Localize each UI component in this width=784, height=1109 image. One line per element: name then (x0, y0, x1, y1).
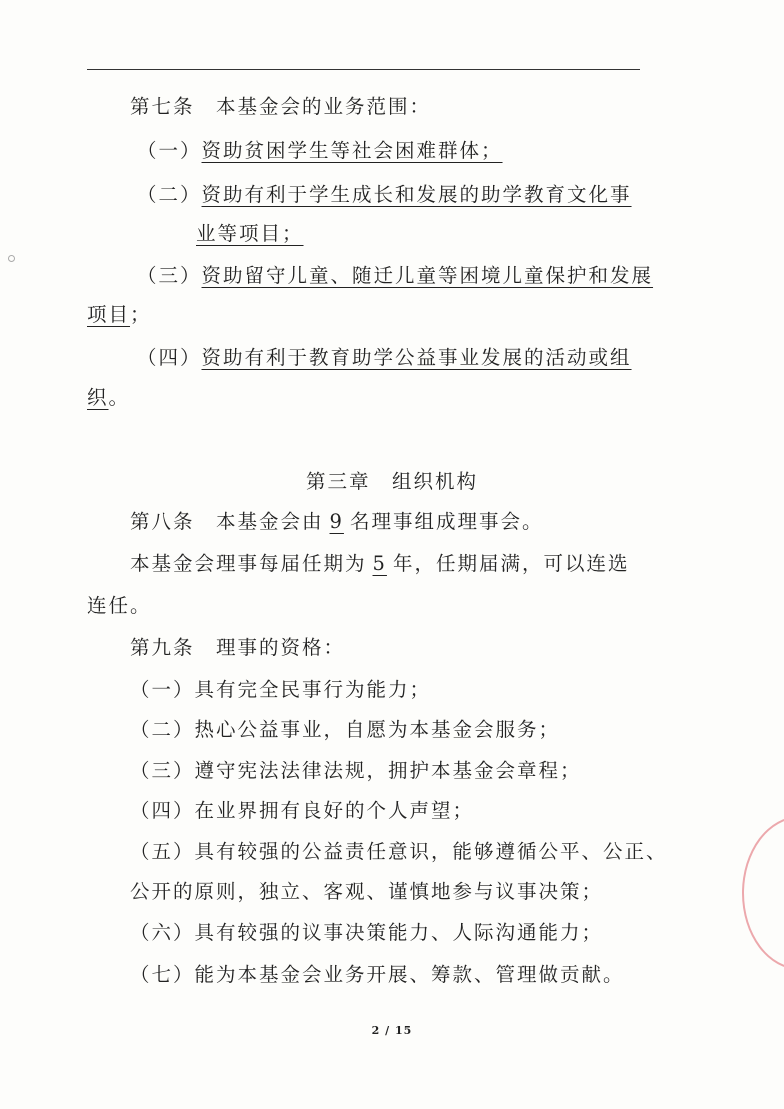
item-number: （一） (137, 139, 202, 162)
item-text: 资助贫困学生等社会困难群体； (201, 139, 503, 162)
article8-line-2 (130, 550, 629, 578)
article9-item-3: （三）遵守宪法法律法规，拥护本基金会章程； (130, 759, 582, 782)
item-text: 资助有利于教育助学公益事业发展的活动或组 (201, 346, 632, 369)
article9-item-1: （一）具有完全民事行为能力； (130, 678, 432, 701)
director-count: 9 (329, 510, 344, 533)
article7-item-3 (137, 262, 653, 290)
item-number: （四） (137, 346, 202, 369)
term-years: 5 (372, 552, 387, 575)
item-punct: ； (130, 303, 152, 326)
article8-line-1 (130, 508, 543, 536)
item-number: （三） (137, 264, 202, 287)
article7-item-3-cont (87, 301, 152, 329)
item-number: （二） (137, 183, 202, 206)
article9-heading: 第九条 理事的资格： (130, 636, 346, 659)
article9-item-4: （四）在业界拥有良好的个人声望； (130, 799, 475, 822)
article9-item-5: （五）具有较强的公益责任意识，能够遵循公平、公正、 (130, 840, 668, 863)
article8-line-3: 连任。 (87, 594, 152, 617)
article9-item-5-cont: 公开的原则，独立、客观、谨慎地参与议事决策； (130, 880, 604, 903)
article8-pre: 第八条 本基金会由 (130, 510, 324, 533)
term-pre: 本基金会理事每届任期为 (130, 552, 367, 575)
article8-post: 名理事组成理事会。 (349, 510, 544, 533)
item-text: 资助有利于学生成长和发展的助学教育文化事 (201, 183, 632, 206)
item-text-cont: 项目 (87, 303, 131, 326)
article9-item-7: （七）能为本基金会业务开展、筹款、管理做贡献。 (130, 963, 625, 986)
article9-item-2: （二）热心公益事业，自愿为本基金会服务； (130, 718, 561, 741)
article7-item-4-cont (87, 384, 130, 412)
item-text-cont: 业等项目； (196, 222, 304, 245)
page-number: 2 / 15 (371, 1024, 413, 1037)
article7-item-1 (137, 137, 503, 165)
term-post: 年，任期届满，可以连选 (392, 552, 630, 575)
scan-speck (8, 255, 15, 262)
article7-item-2 (137, 181, 632, 209)
item-text: 资助留守儿童、随迁儿童等困境儿童保护和发展 (201, 264, 654, 287)
header-rule (87, 69, 640, 70)
article7-heading: 第七条 本基金会的业务范围： (130, 95, 432, 118)
article9-item-6: （六）具有较强的议事决策能力、人际沟通能力； (130, 921, 604, 944)
item-punct: 。 (108, 386, 131, 409)
item-text-cont: 织 (87, 386, 109, 409)
seal-stamp (742, 816, 784, 970)
article7-item-4 (137, 344, 632, 372)
article7-item-2-cont (196, 220, 304, 248)
chapter-title: 第三章 组织机构 (305, 470, 478, 493)
